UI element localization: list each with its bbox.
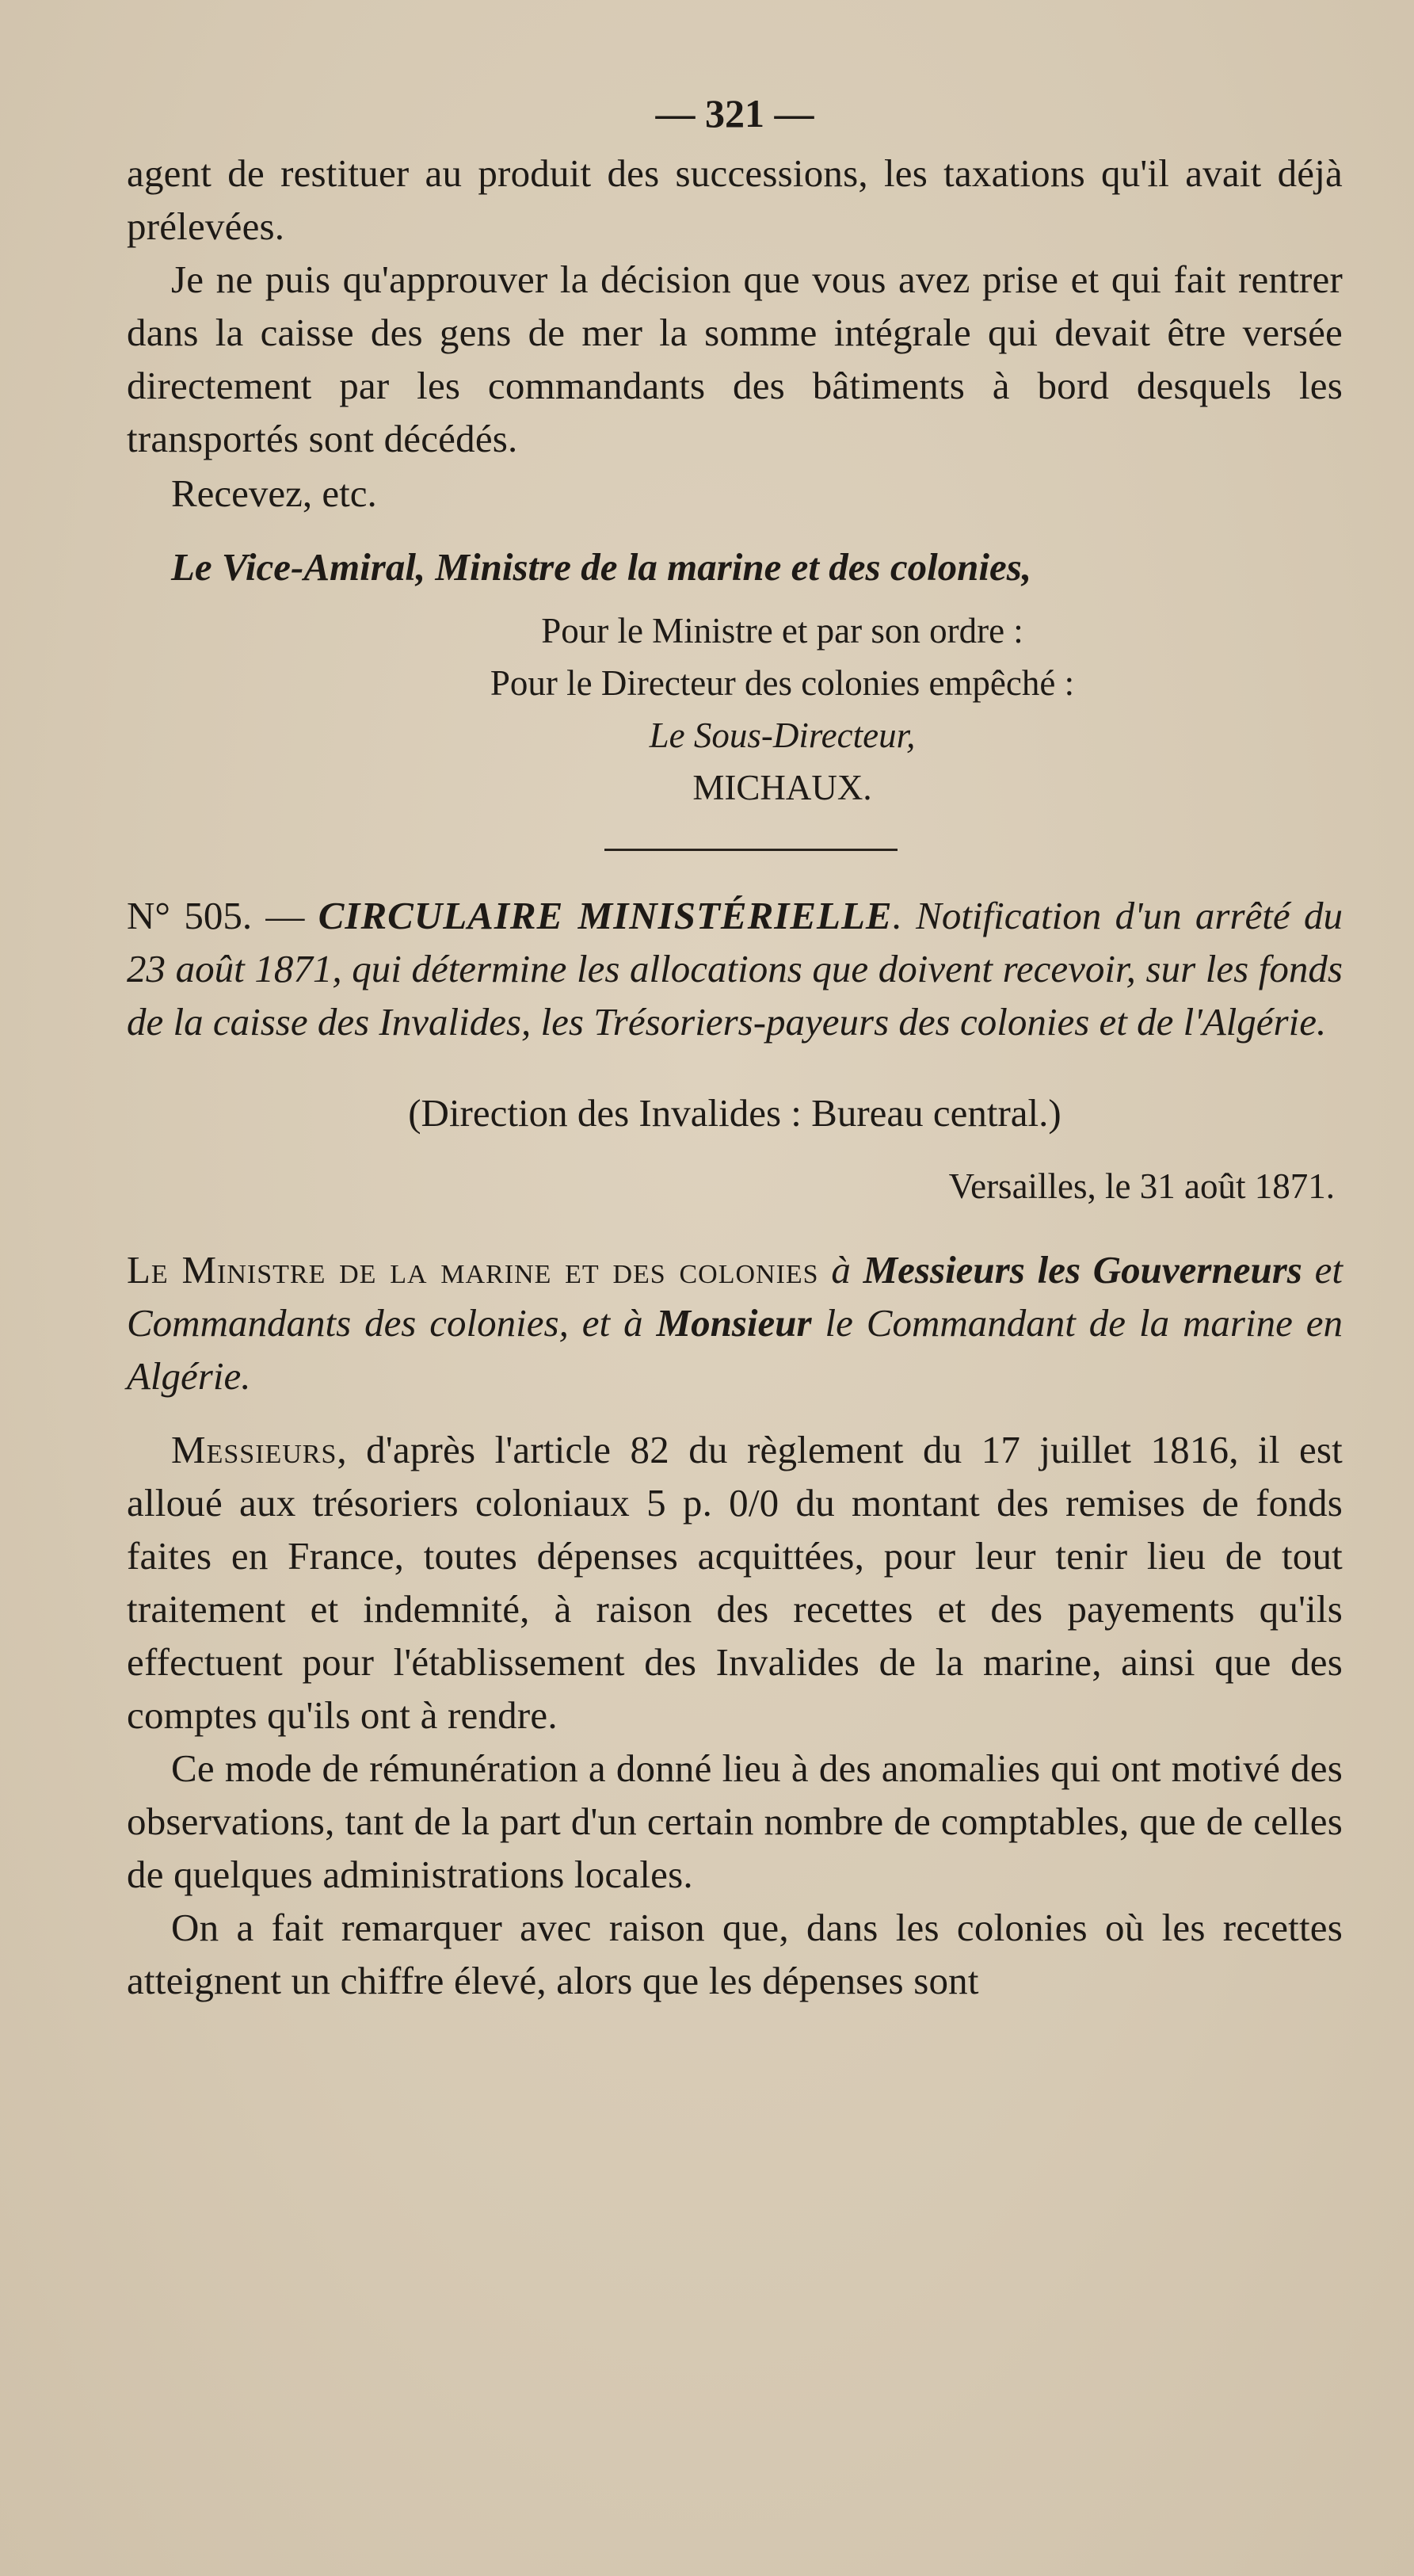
address-recipient-governors: Messieurs les Gouverneurs [863,1248,1302,1292]
body-paragraph-2: Ce mode de rémunération a donné lieu à des anomalies qui ont motivé des observations, tant de la part d'un certain nombre de comptables, que de celles de quelques administrations locales. [127,1746,1343,1896]
body-paragraph-1-text: , d'après l'article 82 du règlement du 17 juillet 1816, il est alloué aux trésoriers coloniaux 5 p. 0/0 du montant des remises de fonds faites en France, toutes dépenses acquittées, pour leur tenir lieu de tout traitement et indemnité, à raison des recettes et des payements qu'ils effectuent pour l'établissement des Invalides de la marine, ainsi que des comptes qu'ils ont à rendre. [127,1428,1343,1737]
intro-paragraph: agent de restituer au produit des successions, les taxations qu'il avait déjà prélevées. [127,151,1343,248]
signature-line-subdirector: Le Sous-Directeur, [649,716,916,755]
address-line [127,1243,1343,1402]
approval-paragraph: Je ne puis qu'approuver la décision que vous avez prise et qui fait rentrer dans la caisse des gens de mer la somme intégrale qui devait être versée directement par les commandants des bâtiments à bord desquels les transportés sont décédés. [127,258,1343,460]
address-tail: le Commandant de la marine en Algérie. [127,1301,1343,1398]
address-a2: à [623,1301,657,1345]
direction-line: (Direction des Invalides : Bureau central.) [408,1091,1061,1135]
circular-label: CIRCULAIRE MINISTÉRIELLE [318,894,893,937]
section-divider [604,849,898,851]
signature-title: Le Vice-Amiral, Ministre de la marine et des colonies, [171,545,1032,589]
circular-description: . Notification d'un arrêté du 23 août 1871, qui détermine les allocations que doivent recevoir, sur les fonds de la caisse des Invalides, les Trésoriers-payeurs des colonies et de l'Algérie. [127,894,1343,1044]
dateline: Versailles, le 31 août 1871. [948,1166,1335,1206]
document-page [127,87,1343,2007]
signature-line-minister: Pour le Ministre et par son ordre : [541,611,1023,651]
salutation-lead: Messieurs [171,1428,337,1471]
body-paragraph-1 [127,1423,1343,1742]
circular-number: N° 505. — [127,894,318,937]
signature-name: MICHAUX. [692,768,872,807]
address-a1: à [818,1248,863,1292]
body-paragraph-3: On a fait remarquer avec raison que, dans les colonies où les recettes atteignent un chiffre élevé, alors que les dépenses sont [127,1906,1343,2002]
closing-formula: Recevez, etc. [171,471,377,515]
address-sender: Le Ministre de la marine et des colonies [127,1248,819,1292]
address-recipient-commander: Monsieur [656,1301,812,1345]
circular-heading [127,889,1343,1048]
page-number: — 321 — [655,91,814,135]
signature-block [127,540,1343,814]
signature-line-director: Pour le Directeur des colonies empêché : [490,663,1075,703]
address-mid: et Commandants des colonies, et [127,1248,1343,1345]
